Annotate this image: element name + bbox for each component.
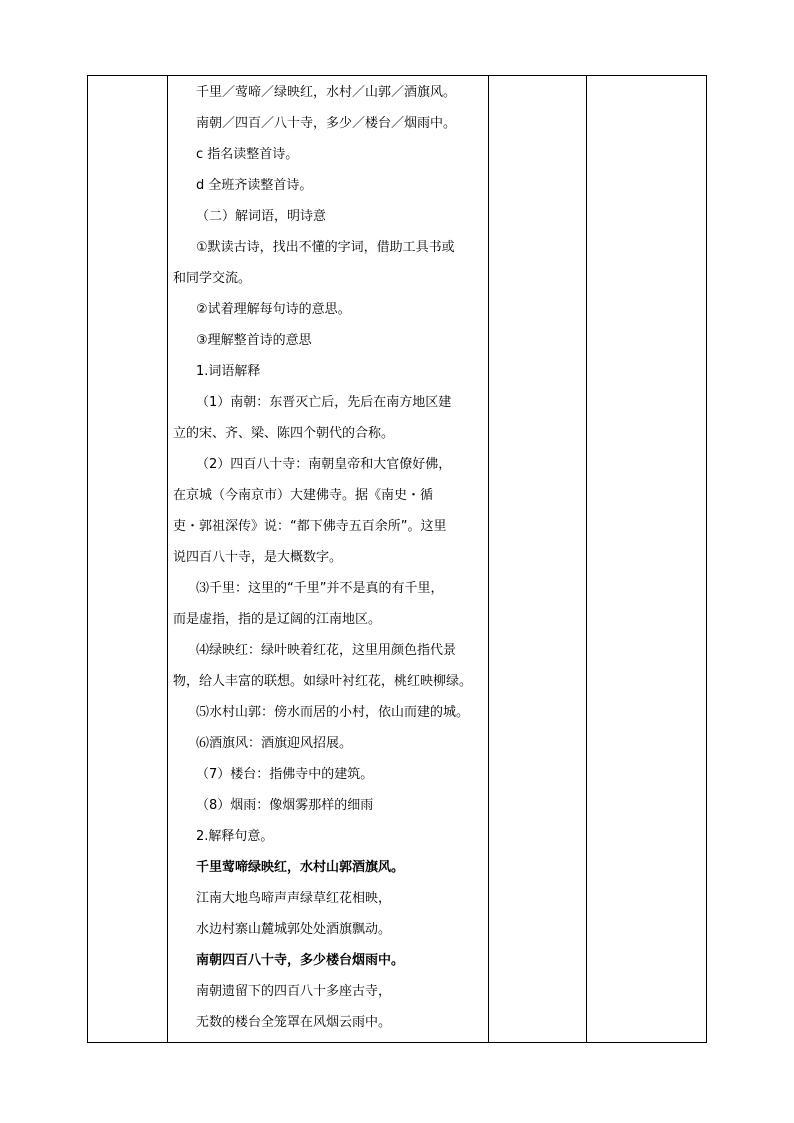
text-line: 立的宋、齐、梁、陈四个朝代的合称。 — [173, 426, 395, 441]
text-line: ⑷绿映红：绿叶映着红花，这里用颜色指代景 — [196, 643, 457, 658]
lesson-table — [87, 75, 707, 1043]
text-line: 千里／莺啼／绿映红，水村／山郭／酒旗风。 — [196, 85, 457, 100]
text-line: ①默读古诗，找出不懂的字词，借助工具书或 — [196, 240, 455, 255]
text-line: 江南大地鸟啼声声绿草红花相映， — [196, 891, 392, 906]
text-line: 吏・郭祖深传》说：“都下佛寺五百余所”。这里 — [173, 519, 447, 534]
text-line: （二）解词语，明诗意 — [196, 209, 327, 224]
text-line: 在京城（今南京市）大建佛寺。据《南史・循 — [173, 488, 434, 503]
text-line: ③理解整首诗的意思 — [196, 333, 312, 348]
text-line: 物，给人丰富的联想。如绿叶衬红花，桃红映柳绿。 — [173, 674, 473, 689]
text-line: 水边村寨山麓城郭处处酒旗飘动。 — [196, 922, 392, 937]
text-line: 说四百八十寺，是大概数字。 — [173, 550, 343, 565]
text-line: （8）烟雨：像烟雾那样的细雨 — [196, 798, 374, 813]
text-line: 南朝／四百／八十寺，多少／楼台／烟雨中。 — [196, 116, 457, 131]
column-divider — [167, 76, 168, 1042]
text-line: 南朝四百八十寺，多少楼台烟雨中。 — [196, 953, 405, 968]
text-line: 2.解释句意。 — [196, 829, 274, 844]
text-line: 1.词语解释 — [196, 364, 261, 379]
text-line: （7）楼台：指佛寺中的建筑。 — [196, 767, 374, 782]
text-line: 南朝遗留下的四百八十多座古寺， — [196, 984, 392, 999]
text-line: ⑹酒旗风：酒旗迎风招展。 — [196, 736, 353, 751]
text-line: 和同学交流。 — [173, 271, 252, 286]
text-line: ②试着理解每句诗的意思。 — [196, 302, 351, 317]
text-line: 无数的楼台全笼罩在风烟云雨中。 — [196, 1015, 392, 1030]
text-line: （1）南朝：东晋灭亡后，先后在南方地区建 — [196, 395, 452, 410]
text-line: （2）四百八十寺：南朝皇帝和大官僚好佛， — [196, 457, 452, 472]
text-line: ⑶千里：这里的“千里”并不是真的有千里， — [196, 581, 444, 596]
text-line: c 指名读整首诗。 — [196, 147, 299, 162]
column-divider — [586, 76, 587, 1042]
text-line: 而是虚指，指的是辽阔的江南地区。 — [173, 612, 382, 627]
text-line: 千里莺啼绿映红，水村山郭酒旗风。 — [196, 860, 405, 875]
text-line: ⑸水村山郭：傍水而居的小村，依山而建的城。 — [196, 705, 470, 720]
text-line: d 全班齐读整首诗。 — [196, 178, 313, 193]
column-divider — [488, 76, 489, 1042]
